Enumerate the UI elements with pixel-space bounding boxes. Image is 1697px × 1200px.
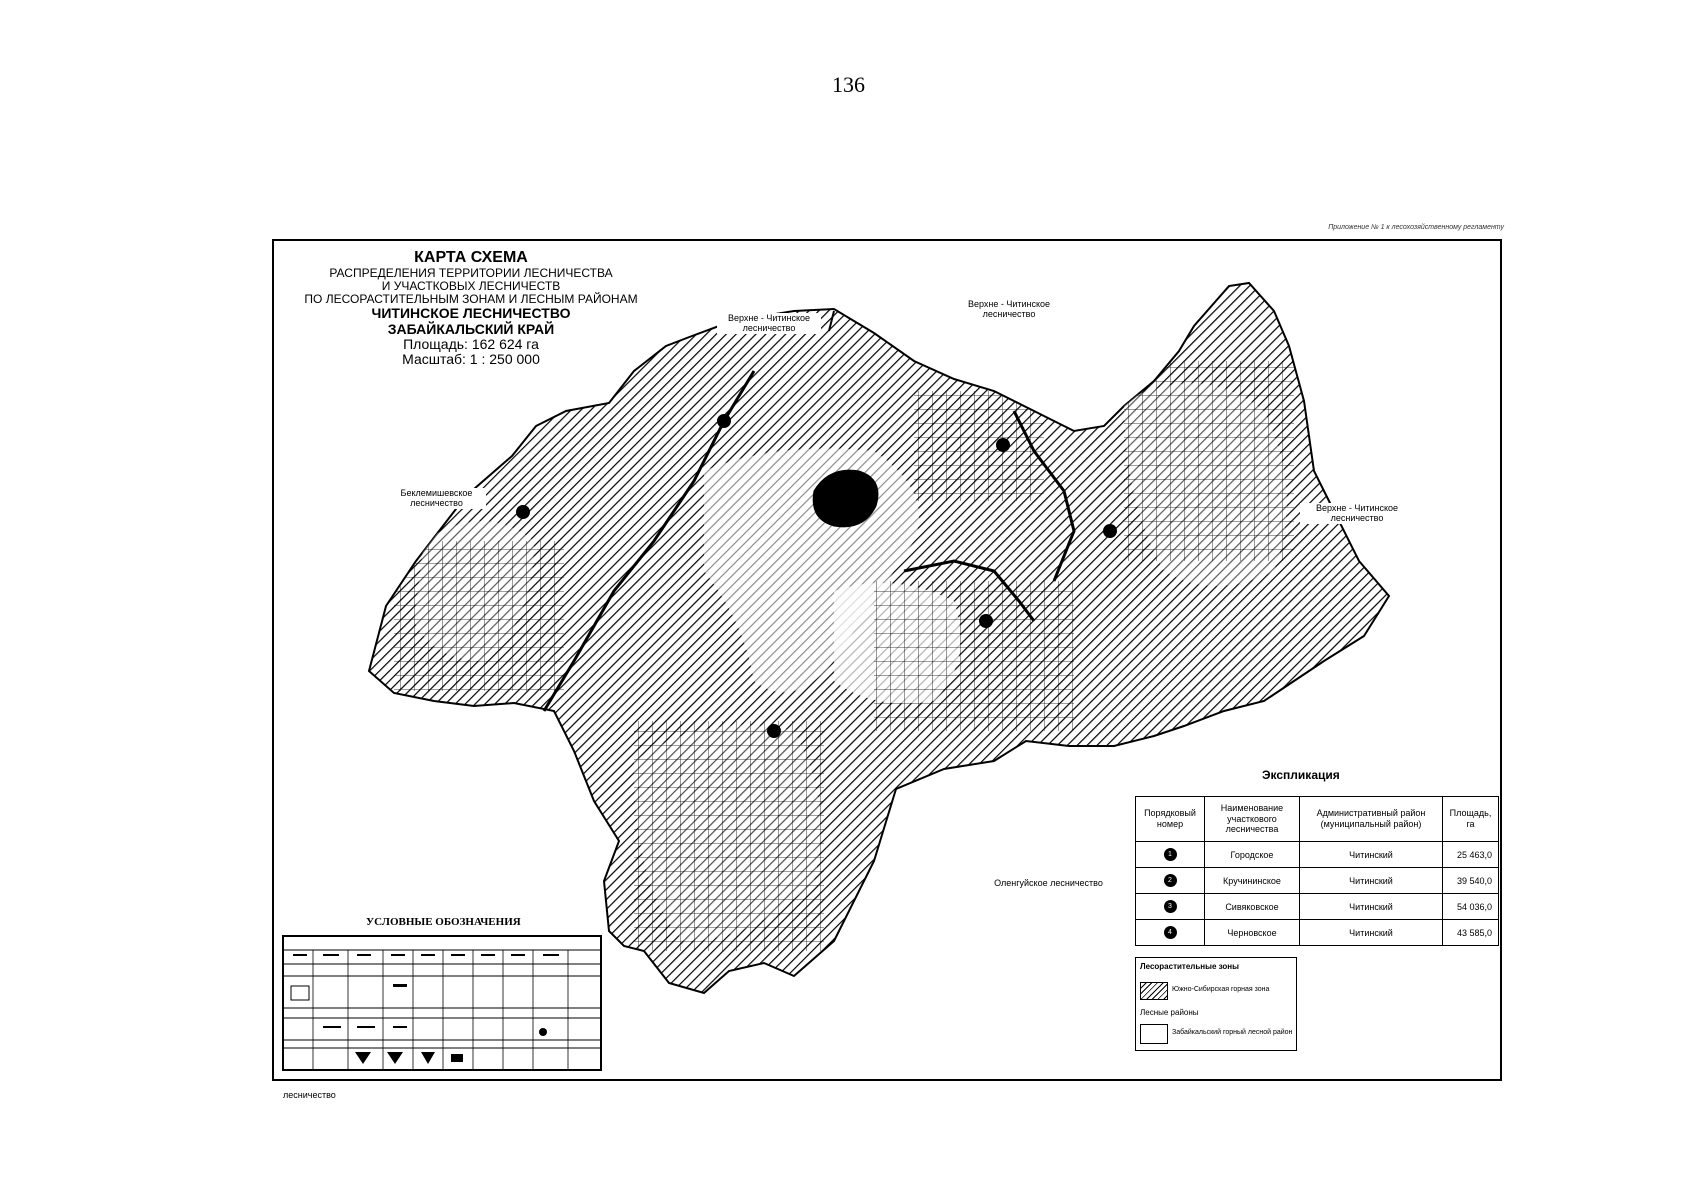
map-frame — [272, 239, 1502, 1081]
district-area: 43 585,0 — [1443, 920, 1499, 946]
region-label: Забайкальский горный лесной район — [1172, 1029, 1293, 1036]
district-admin: Читинский — [1300, 920, 1443, 946]
header-number: Порядковый номер — [1136, 797, 1205, 842]
district-admin: Читинский — [1300, 868, 1443, 894]
neighbor-label-west: Беклемишевское лесничество — [387, 488, 486, 509]
legend-table-grid — [283, 936, 601, 1070]
region-name: ЗАБАЙКАЛЬСКИЙ КРАЙ — [387, 320, 555, 337]
zone-hatch-swatch — [1140, 982, 1168, 1000]
appendix-note: Приложение № 1 к лесохозяйственному регламенту — [1328, 224, 1504, 231]
header-area: Площадь, га — [1443, 797, 1499, 842]
district-marker-4 — [1103, 524, 1117, 538]
district-marker-2 — [717, 414, 731, 428]
explication-title: Экспликация — [1262, 768, 1340, 782]
table-row — [1136, 894, 1499, 920]
map-subtitle-3: ПО ЛЕСОРАСТИТЕЛЬНЫМ ЗОНАМ И ЛЕСНЫМ РАЙОНАМ — [304, 291, 638, 306]
table-row — [1136, 842, 1499, 868]
district-marker-5 — [979, 614, 993, 628]
district-name: Городское — [1205, 842, 1300, 868]
header-district: Административный район (муниципальный район) — [1300, 797, 1443, 842]
neighbor-label-north-west: Верхне - Читинское лесничество — [717, 313, 821, 334]
map-subtitle-2: И УЧАСТКОВЫХ ЛЕСНИЧЕСТВ — [381, 278, 561, 293]
neighbor-label-south: Оленгуйское лесничество — [984, 878, 1113, 888]
district-marker-6 — [767, 724, 781, 738]
forestry-name: ЧИТИНСКОЕ ЛЕСНИЧЕСТВО — [371, 305, 571, 322]
area-text: Площадь: 162 624 га — [403, 335, 539, 352]
district-admin: Читинский — [1300, 894, 1443, 920]
table-row — [1136, 868, 1499, 894]
district-number-badge: 1 — [1164, 848, 1177, 861]
zones-legend — [1135, 957, 1297, 1051]
district-area: 39 540,0 — [1443, 868, 1499, 894]
district-number-badge: 4 — [1164, 926, 1177, 939]
header-name: Наименование участкового лесничества — [1205, 797, 1300, 842]
neighbor-label-east: Верхне - Читинское лесничество — [1300, 503, 1414, 524]
zone-label: Южно-Сибирская горная зона — [1172, 986, 1270, 993]
scale-text: Масштаб: 1 : 250 000 — [402, 351, 540, 368]
map-subtitle-1: РАСПРЕДЕЛЕНИЯ ТЕРРИТОРИИ ЛЕСНИЧЕСТВА — [329, 265, 613, 280]
map-title: КАРТА СХЕМА — [414, 249, 528, 266]
page-number: 136 — [832, 72, 865, 97]
legend-heading: УСЛОВНЫЕ ОБОЗНАЧЕНИЯ — [366, 916, 521, 928]
district-admin: Читинский — [1300, 842, 1443, 868]
region-swatch — [1140, 1024, 1168, 1044]
zones-heading: Лесорастительные зоны — [1140, 962, 1239, 971]
footer-note: лесничество — [283, 1090, 336, 1100]
neighbor-label-north: Верхне - Читинское лесничество — [952, 299, 1066, 320]
district-number-badge: 2 — [1164, 874, 1177, 887]
district-name: Сивяковское — [1205, 894, 1300, 920]
district-marker-3 — [996, 438, 1010, 452]
explication-table — [1135, 796, 1499, 946]
explication-header-row — [1136, 797, 1499, 842]
district-area: 25 463,0 — [1443, 842, 1499, 868]
district-name: Кручининское — [1205, 868, 1300, 894]
district-number-badge: 3 — [1164, 900, 1177, 913]
regions-heading: Лесные районы — [1140, 1008, 1199, 1017]
district-name: Черновское — [1205, 920, 1300, 946]
map-title-block — [286, 249, 656, 368]
table-row — [1136, 920, 1499, 946]
district-area: 54 036,0 — [1443, 894, 1499, 920]
district-marker-1 — [516, 505, 530, 519]
